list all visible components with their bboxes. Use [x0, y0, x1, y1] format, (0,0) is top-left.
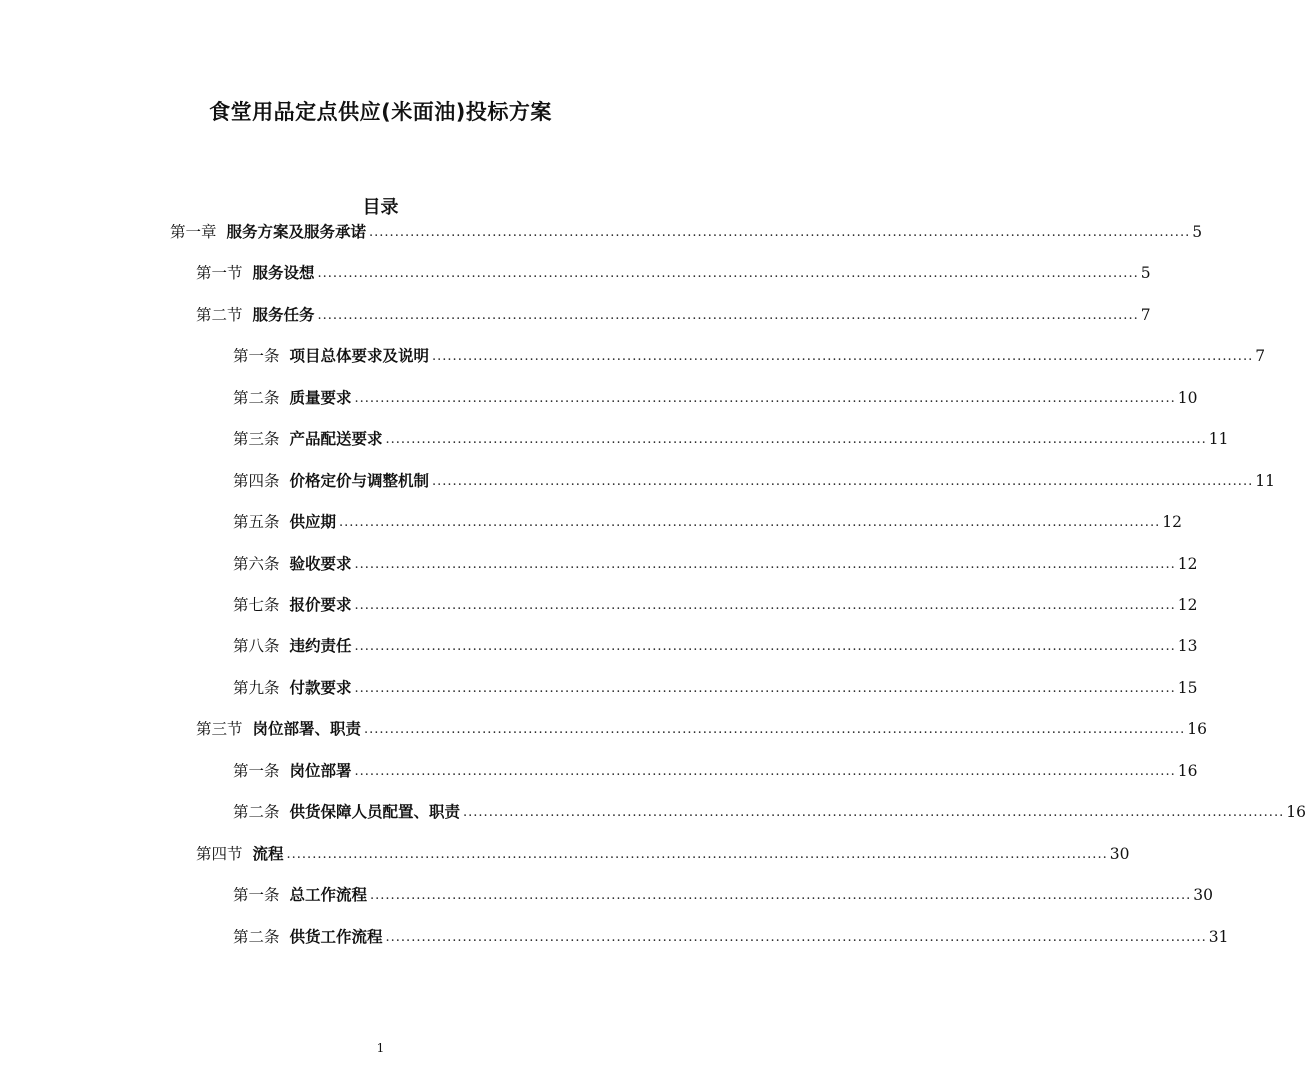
toc-entry-page: 30 [1109, 845, 1130, 863]
toc-entry-title: 价格定价与调整机制 [289, 471, 430, 490]
toc-entry-number: 第一章 [170, 223, 217, 241]
toc-entry-number: 第六条 [233, 555, 280, 573]
toc-entry-title: 总工作流程 [289, 885, 368, 904]
toc-entry[interactable] [196, 303, 1151, 327]
toc-dot-leader: ................................................................................................................................................................ [432, 349, 1254, 364]
toc-entry-title: 岗位部署 [289, 761, 352, 780]
toc-entry-title: 岗位部署、职责 [252, 719, 362, 738]
toc-entry-number: 第三条 [233, 430, 280, 448]
toc-entry-title: 项目总体要求及说明 [289, 346, 430, 365]
toc-entry-number: 第三节 [196, 720, 243, 738]
toc-dot-leader: ................................................................................................................................................................ [385, 930, 1207, 945]
toc-entry[interactable] [233, 925, 1229, 949]
toc-dot-leader: ................................................................................................................................................................ [354, 681, 1176, 696]
toc-entry-page: 16 [1187, 720, 1207, 738]
toc-entry[interactable] [233, 759, 1198, 783]
toc-entry-page: 16 [1177, 762, 1198, 780]
toc-dot-leader: ................................................................................................................................................................ [339, 515, 1161, 530]
toc-dot-leader: ................................................................................................................................................................ [370, 888, 1192, 903]
toc-entry[interactable] [233, 883, 1213, 907]
toc-entry-title: 服务任务 [252, 305, 315, 324]
toc-entry-page: 7 [1255, 347, 1266, 365]
toc-entry[interactable] [233, 634, 1198, 658]
toc-entry[interactable] [233, 676, 1198, 700]
toc-dot-leader: ................................................................................................................................................................ [432, 474, 1254, 489]
toc-entry-page: 15 [1177, 679, 1198, 697]
toc-entry-title: 付款要求 [289, 678, 352, 697]
toc-entry[interactable] [233, 510, 1182, 534]
toc-entry[interactable] [233, 552, 1198, 576]
toc-entry-title: 流程 [252, 844, 284, 863]
toc-heading: 目录 [362, 197, 399, 218]
toc-entry[interactable] [233, 593, 1198, 617]
toc-entry-number: 第一节 [196, 264, 243, 282]
toc-entry-title: 违约责任 [289, 636, 352, 655]
toc-entry-page: 11 [1255, 472, 1275, 490]
toc-entry-number: 第一条 [233, 886, 280, 904]
toc-entry-title: 产品配送要求 [289, 429, 383, 448]
toc-dot-leader: ................................................................................................................................................................ [317, 308, 1139, 323]
toc-entry-page: 5 [1140, 264, 1151, 282]
toc-entry-title: 供应期 [289, 512, 337, 531]
toc-entry[interactable] [233, 344, 1266, 368]
toc-dot-leader: ................................................................................................................................................................ [354, 557, 1176, 572]
toc-entry-title: 供货保障人员配置、职责 [289, 802, 461, 821]
toc-dot-leader: ................................................................................................................................................................ [317, 266, 1139, 281]
toc-entry-page: 30 [1193, 886, 1213, 904]
toc-entry-title: 报价要求 [289, 595, 352, 614]
toc-entry-number: 第四条 [233, 472, 280, 490]
toc-entry-page: 10 [1177, 389, 1198, 407]
toc-entry-number: 第一条 [233, 347, 280, 365]
toc-dot-leader: ................................................................................................................................................................ [364, 722, 1186, 737]
toc-entry-number: 第七条 [233, 596, 280, 614]
toc-entry[interactable] [196, 261, 1151, 285]
toc-entry[interactable] [170, 220, 1203, 244]
toc-dot-leader: ................................................................................................................................................................ [354, 639, 1176, 654]
toc-entry-number: 第四节 [196, 845, 243, 863]
toc-dot-leader: ................................................................................................................................................................ [369, 225, 1191, 240]
toc-entry-page: 12 [1177, 555, 1198, 573]
toc-entry-page: 16 [1286, 803, 1306, 821]
toc-entry-number: 第二条 [233, 389, 280, 407]
toc-entry-page: 11 [1208, 430, 1229, 448]
page-number: 1 [376, 1041, 385, 1055]
toc-dot-leader: ................................................................................................................................................................ [354, 598, 1176, 613]
toc-entry-page: 12 [1162, 513, 1182, 531]
toc-entry-number: 第一条 [233, 762, 280, 780]
toc-dot-leader: ................................................................................................................................................................ [354, 764, 1176, 779]
document-title: 食堂用品定点供应(米面油)投标方案 [209, 100, 552, 124]
toc-entry-page: 5 [1192, 223, 1203, 241]
toc-dot-leader: ................................................................................................................................................................ [354, 391, 1176, 406]
toc-entry-number: 第二条 [233, 928, 280, 946]
toc-entry-title: 服务设想 [252, 263, 315, 282]
toc-entry[interactable] [233, 469, 1275, 493]
toc-entry[interactable] [233, 427, 1229, 451]
toc-entry[interactable] [196, 717, 1207, 741]
toc-entry-title: 供货工作流程 [289, 927, 383, 946]
toc-entry[interactable] [233, 386, 1198, 410]
toc-entry-title: 质量要求 [289, 388, 352, 407]
toc-entry[interactable] [233, 800, 1306, 824]
toc-entry-title: 验收要求 [289, 554, 352, 573]
toc-dot-leader: ................................................................................................................................................................ [463, 805, 1285, 820]
toc-entry-page: 13 [1177, 637, 1198, 655]
toc-entry-number: 第二节 [196, 306, 243, 324]
toc-entry-page: 12 [1177, 596, 1198, 614]
toc-entry-number: 第八条 [233, 637, 280, 655]
toc-dot-leader: ................................................................................................................................................................ [385, 432, 1207, 447]
toc-entry-number: 第九条 [233, 679, 280, 697]
toc-entry[interactable] [196, 842, 1130, 866]
toc-entry-number: 第五条 [233, 513, 280, 531]
toc-entry-title: 服务方案及服务承诺 [226, 222, 367, 241]
toc-dot-leader: ................................................................................................................................................................ [286, 847, 1108, 862]
toc-entry-page: 31 [1208, 928, 1229, 946]
toc-entry-page: 7 [1140, 306, 1151, 324]
toc-entry-number: 第二条 [233, 803, 280, 821]
